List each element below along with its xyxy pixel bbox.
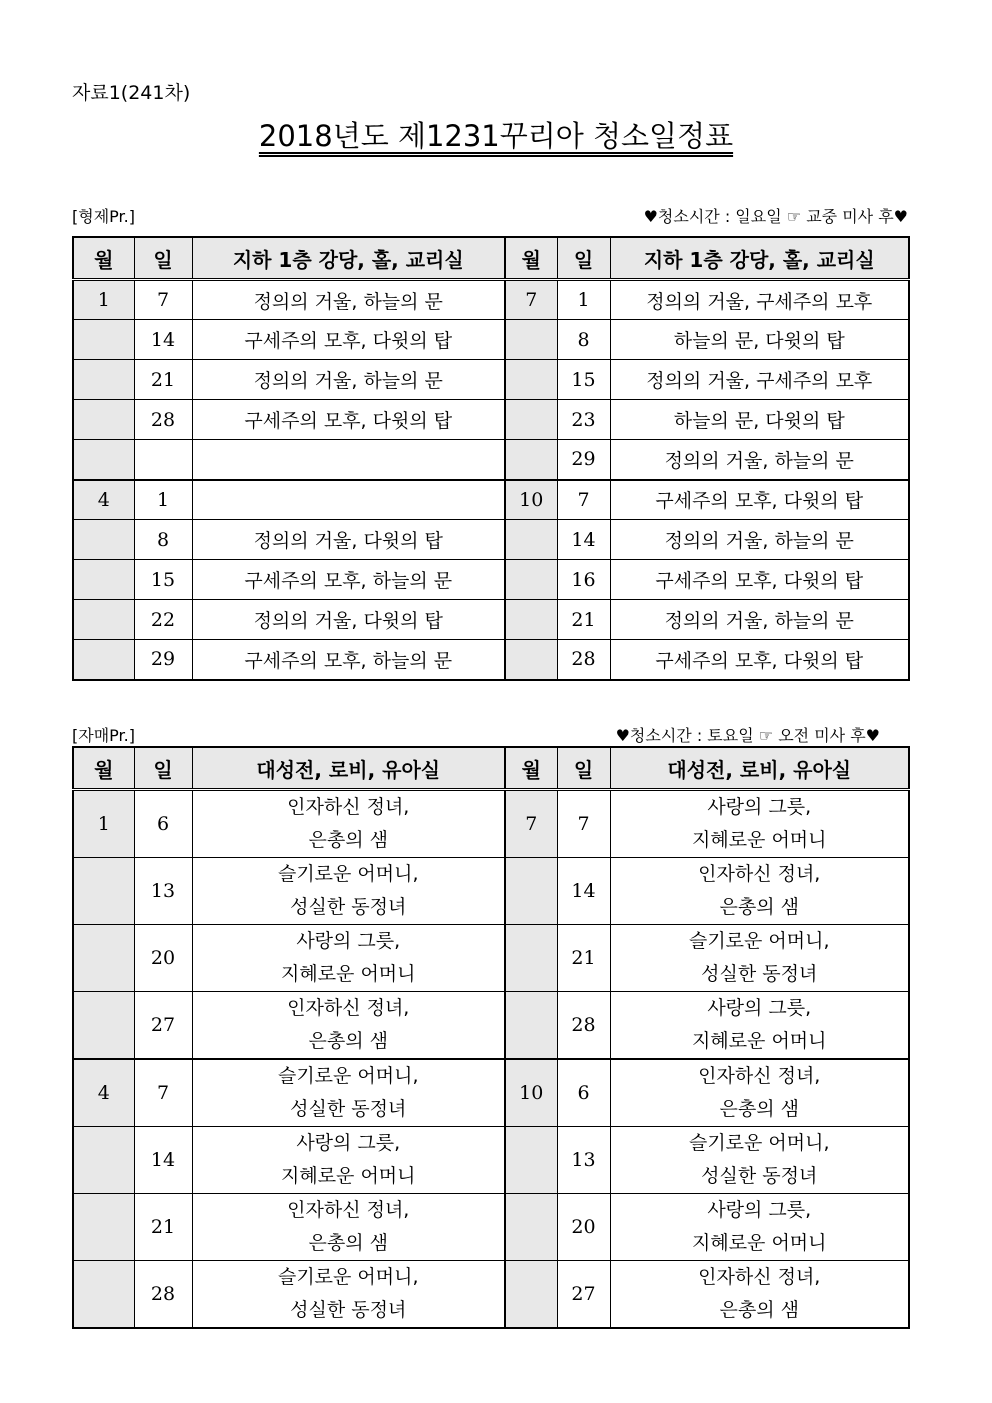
month-cell (505, 400, 557, 440)
area-cell (610, 1261, 909, 1329)
sisters-section-label: [자매Pr.] (72, 726, 135, 745)
column-header-day: 일 (557, 747, 610, 790)
day-cell: 21 (134, 360, 192, 400)
month-cell: 4 (73, 480, 134, 520)
table-row (73, 480, 909, 520)
month-cell: 7 (505, 280, 557, 320)
page-title-text: 2018년도 제1231꾸리아 청소일정표 (258, 119, 734, 153)
table-row (73, 640, 909, 680)
area-cell (192, 1059, 505, 1127)
brothers-cleaning-time-note: ♥청소시간 : 일요일 ☞ 교중 미사 후♥ (643, 207, 908, 226)
table-row (73, 440, 909, 480)
day-cell: 1 (557, 280, 610, 320)
table-row (73, 320, 909, 360)
area-line: 은총의 샘 (308, 1232, 388, 1254)
table-row (73, 1261, 909, 1329)
table-row (73, 925, 909, 992)
column-header-month: 월 (505, 237, 557, 280)
area-line: 인자하신 정녀, (287, 1199, 410, 1221)
area-cell: 정의의 거울, 하늘의 문 (192, 280, 505, 320)
brothers-schedule-table (72, 236, 910, 681)
month-cell (73, 858, 134, 925)
day-cell: 7 (557, 480, 610, 520)
area-line: 슬기로운 어머니, (277, 1266, 419, 1288)
sisters-schedule-table (72, 746, 910, 1329)
area-line: 인자하신 정녀, (698, 1065, 821, 1087)
day-cell: 22 (134, 600, 192, 640)
area-line: 인자하신 정녀, (287, 997, 410, 1019)
area-cell (610, 1127, 909, 1194)
area-cell: 정의의 거울, 하늘의 문 (610, 600, 909, 640)
day-cell: 7 (557, 790, 610, 858)
day-cell: 14 (134, 1127, 192, 1194)
column-header-month: 월 (505, 747, 557, 790)
area-cell (610, 790, 909, 858)
month-cell (505, 1261, 557, 1329)
area-line: 사랑의 그릇, (296, 930, 401, 952)
area-line: 슬기로운 어머니, (688, 930, 830, 952)
day-cell: 27 (557, 1261, 610, 1329)
month-cell (73, 560, 134, 600)
month-cell (505, 640, 557, 680)
table-row (73, 280, 909, 320)
sisters-cleaning-time-note: ♥청소시간 : 토요일 ☞ 오전 미사 후♥ (615, 726, 880, 745)
area-cell (192, 480, 505, 520)
area-cell: 구세주의 모후, 다윗의 탑 (192, 320, 505, 360)
month-cell: 4 (73, 1059, 134, 1127)
document-reference-label: 자료1(241차) (72, 82, 191, 104)
day-cell: 15 (557, 360, 610, 400)
day-cell: 8 (134, 520, 192, 560)
day-cell: 23 (557, 400, 610, 440)
area-cell: 정의의 거울, 다윗의 탑 (192, 520, 505, 560)
month-cell (505, 520, 557, 560)
area-cell: 구세주의 모후, 다윗의 탑 (610, 640, 909, 680)
day-cell: 20 (134, 925, 192, 992)
day-cell: 27 (134, 992, 192, 1060)
month-cell (505, 992, 557, 1060)
area-line: 지혜로운 어머니 (280, 963, 416, 985)
area-line: 은총의 샘 (719, 1299, 799, 1321)
day-cell: 8 (557, 320, 610, 360)
month-cell (505, 560, 557, 600)
area-line: 사랑의 그릇, (707, 1199, 812, 1221)
area-cell (192, 992, 505, 1060)
day-cell: 15 (134, 560, 192, 600)
area-line: 은총의 샘 (308, 1030, 388, 1052)
area-line: 사랑의 그릇, (707, 997, 812, 1019)
month-cell (73, 1194, 134, 1261)
table-row (73, 360, 909, 400)
area-cell (192, 1261, 505, 1329)
day-cell (134, 440, 192, 480)
column-header-area: 지하 1층 강당, 홀, 교리실 (610, 237, 909, 280)
day-cell: 28 (134, 1261, 192, 1329)
column-header-month: 월 (73, 747, 134, 790)
day-cell: 7 (134, 280, 192, 320)
month-cell (73, 1127, 134, 1194)
month-cell: 10 (505, 1059, 557, 1127)
area-cell: 정의의 거울, 구세주의 모후 (610, 280, 909, 320)
area-line: 지혜로운 어머니 (691, 829, 827, 851)
day-cell: 29 (557, 440, 610, 480)
month-cell (73, 360, 134, 400)
day-cell: 28 (557, 992, 610, 1060)
area-cell (610, 1059, 909, 1127)
area-cell (610, 858, 909, 925)
area-line: 은총의 샘 (308, 829, 388, 851)
month-cell (505, 925, 557, 992)
area-cell (192, 858, 505, 925)
area-line: 성실한 동정녀 (290, 896, 407, 918)
table-row (73, 560, 909, 600)
area-cell: 구세주의 모후, 다윗의 탑 (610, 560, 909, 600)
month-cell (505, 1127, 557, 1194)
area-line: 성실한 동정녀 (701, 1165, 818, 1187)
sisters-section-header (72, 723, 908, 745)
day-cell: 6 (557, 1059, 610, 1127)
column-header-day: 일 (557, 237, 610, 280)
area-cell: 정의의 거울, 다윗의 탑 (192, 600, 505, 640)
month-cell (73, 400, 134, 440)
area-line: 인자하신 정녀, (698, 863, 821, 885)
area-line: 지혜로운 어머니 (691, 1030, 827, 1052)
month-cell (73, 600, 134, 640)
area-cell (610, 992, 909, 1060)
area-line: 은총의 샘 (719, 896, 799, 918)
table-row (73, 600, 909, 640)
day-cell: 1 (134, 480, 192, 520)
month-cell (73, 440, 134, 480)
page-title (0, 114, 992, 155)
day-cell: 14 (134, 320, 192, 360)
area-cell (192, 925, 505, 992)
area-cell (610, 1194, 909, 1261)
month-cell: 1 (73, 790, 134, 858)
month-cell (505, 600, 557, 640)
area-line: 은총의 샘 (719, 1098, 799, 1120)
month-cell (505, 360, 557, 400)
area-cell: 구세주의 모후, 하늘의 문 (192, 640, 505, 680)
month-cell (505, 1194, 557, 1261)
area-line: 슬기로운 어머니, (277, 1065, 419, 1087)
table-row (73, 858, 909, 925)
month-cell (73, 640, 134, 680)
day-cell: 13 (134, 858, 192, 925)
table-row (73, 790, 909, 858)
table-row (73, 400, 909, 440)
column-header-day: 일 (134, 237, 192, 280)
area-cell: 구세주의 모후, 다윗의 탑 (192, 400, 505, 440)
month-cell (73, 520, 134, 560)
area-line: 지혜로운 어머니 (280, 1165, 416, 1187)
day-cell: 28 (557, 640, 610, 680)
day-cell: 29 (134, 640, 192, 680)
area-cell: 정의의 거울, 하늘의 문 (192, 360, 505, 400)
table-row (73, 520, 909, 560)
area-line: 성실한 동정녀 (701, 963, 818, 985)
area-cell: 하늘의 문, 다윗의 탑 (610, 320, 909, 360)
table-header-row (73, 237, 909, 280)
day-cell: 14 (557, 520, 610, 560)
column-header-month: 월 (73, 237, 134, 280)
table-row (73, 992, 909, 1060)
area-line: 사랑의 그릇, (707, 796, 812, 818)
area-cell (192, 1194, 505, 1261)
area-line: 성실한 동정녀 (290, 1098, 407, 1120)
day-cell: 28 (134, 400, 192, 440)
area-cell (192, 440, 505, 480)
column-header-area: 대성전, 로비, 유아실 (192, 747, 505, 790)
day-cell: 21 (134, 1194, 192, 1261)
table-row (73, 1194, 909, 1261)
column-header-area: 지하 1층 강당, 홀, 교리실 (192, 237, 505, 280)
area-line: 슬기로운 어머니, (277, 863, 419, 885)
day-cell: 14 (557, 858, 610, 925)
column-header-area: 대성전, 로비, 유아실 (610, 747, 909, 790)
area-cell: 구세주의 모후, 다윗의 탑 (610, 480, 909, 520)
brothers-section-label: [형제Pr.] (72, 207, 135, 226)
area-cell: 하늘의 문, 다윗의 탑 (610, 400, 909, 440)
day-cell: 16 (557, 560, 610, 600)
area-line: 성실한 동정녀 (290, 1299, 407, 1321)
month-cell (505, 440, 557, 480)
day-cell: 13 (557, 1127, 610, 1194)
area-cell: 정의의 거울, 구세주의 모후 (610, 360, 909, 400)
area-line: 인자하신 정녀, (698, 1266, 821, 1288)
day-cell: 20 (557, 1194, 610, 1261)
table-row (73, 1059, 909, 1127)
month-cell (73, 320, 134, 360)
month-cell (73, 925, 134, 992)
area-line: 인자하신 정녀, (287, 796, 410, 818)
month-cell (505, 858, 557, 925)
area-cell: 구세주의 모후, 하늘의 문 (192, 560, 505, 600)
table-row (73, 1127, 909, 1194)
day-cell: 7 (134, 1059, 192, 1127)
month-cell: 1 (73, 280, 134, 320)
area-cell: 정의의 거울, 하늘의 문 (610, 520, 909, 560)
area-cell (610, 925, 909, 992)
column-header-day: 일 (134, 747, 192, 790)
month-cell: 10 (505, 480, 557, 520)
month-cell (73, 992, 134, 1060)
table-header-row (73, 747, 909, 790)
day-cell: 21 (557, 600, 610, 640)
area-cell (192, 790, 505, 858)
area-line: 사랑의 그릇, (296, 1132, 401, 1154)
area-line: 지혜로운 어머니 (691, 1232, 827, 1254)
month-cell (73, 1261, 134, 1329)
day-cell: 6 (134, 790, 192, 858)
area-line: 슬기로운 어머니, (688, 1132, 830, 1154)
day-cell: 21 (557, 925, 610, 992)
brothers-section-header (72, 204, 908, 226)
month-cell: 7 (505, 790, 557, 858)
area-cell: 정의의 거울, 하늘의 문 (610, 440, 909, 480)
area-cell (192, 1127, 505, 1194)
month-cell (505, 320, 557, 360)
